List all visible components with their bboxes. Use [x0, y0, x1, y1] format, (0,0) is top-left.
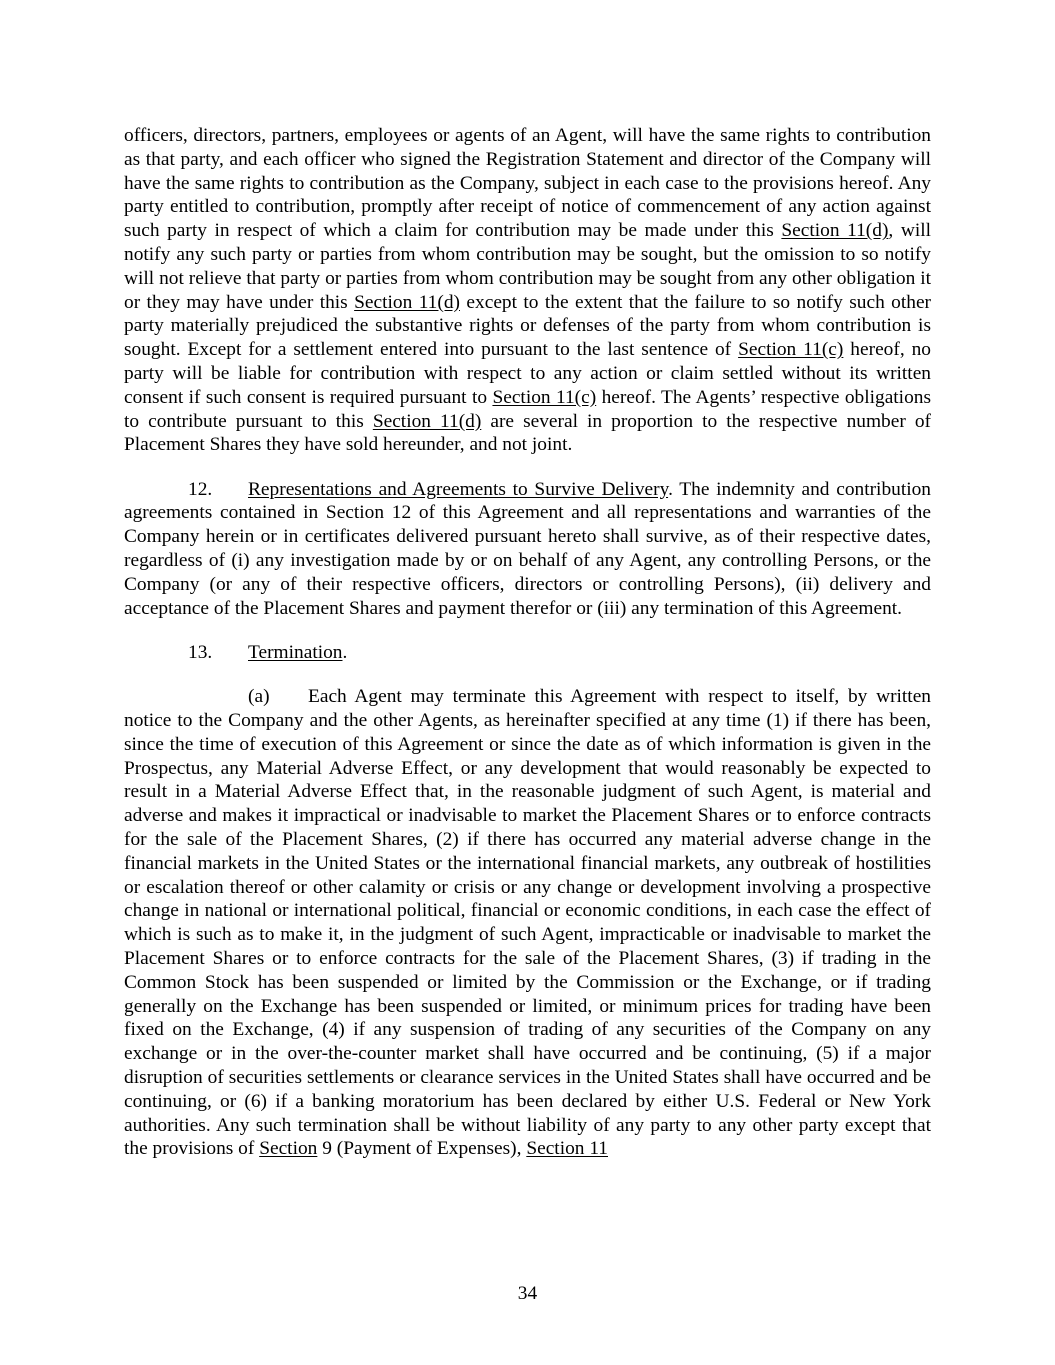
text-run: Each Agent may terminate this Agreement with respect to itself, by written notice to the Company and the other Agents, as hereinafter specified at any time (1) if there has been, since the time of execution of this Agreement or since the date as of which information is given in the Prospectus, any Material Adverse Effect, or any development that would reasonably be expected to result in a Material Adverse Effect that, in the reasonable judgment of such Agent, is material and adverse and makes it impractical or inadvisable to market the Placement Shares or to enforce contracts for the sale of the Placement Shares, (2) if there has occurred any material adverse change in the financial markets in the United States or the international financial markets, any outbreak of hostilities or escalation thereof or other calamity or crisis or any change or development involving a prospective change in national or international political, financial or economic conditions, in each case the effect of which is such as to make it, in the judgment of such Agent, impracticable or inadvisable to market the Placement Shares or to enforce contracts for the sale of the Placement Shares, (3) if trading in the Common Stock has been suspended or limited by the Commission or the Exchange, or if trading generally on the Exchange has been suspended or limited, or minimum prices for trading have been fixed on the Exchange, (4) if any suspension of trading of any securities of the Company on any exchange or in the over-the-counter market shall have occurred and be continuing, (5) if a major disruption of securities settlements or clearance services in the United States shall have occurred and be continuing, or (6) if a banking moratorium has been declared by either U.S. Federal or New York authorities. Any such termination shall be without liability of any party to any other party except that the provisions of [124, 686, 931, 1160]
section-reference: Section 11(c) [492, 386, 597, 408]
section-12-paragraph [124, 478, 931, 621]
contribution-paragraph [124, 124, 931, 457]
text-run: . [342, 641, 348, 663]
page-number: 34 [517, 1283, 538, 1304]
section-13-heading-paragraph [124, 641, 931, 665]
section-body: . The indemnity and contribution agreements contained in Section 12 of this Agreement and all representations and warranties of the Company herein or in certificates delivered pursuant hereto shall survive, as of their respective dates, regardless of (i) any investigation made by or on behalf of any Agent, any controlling Persons, or the Company (or any of their respective officers, directors or controlling Persons), (ii) delivery and acceptance of the Placement Shares and payment therefor or (iii) any termination of this Agreement. [124, 478, 932, 619]
section-13a-paragraph [124, 685, 931, 1161]
section-reference: Section 11 [526, 1138, 608, 1160]
text-run: 9 (Payment of Expenses), [317, 1138, 527, 1160]
clause-label: (a) [248, 686, 270, 708]
section-number: 12. [188, 478, 213, 500]
text-run: except to the extent that the failure to so notify such other party materially prejudiced the substantive rights or defenses of the party from whom contribution is sought. Except for a settlement entered into pursuant to the last sentence of [124, 291, 932, 361]
text-run: hereof. The Agents’ respective obligations to contribute pursuant to this [124, 386, 932, 432]
text-run: are several in proportion to the respective number of Placement Shares they have sold hereunder, and not joint. [124, 410, 932, 456]
document-page [124, 124, 931, 1161]
section-reference: Section 11(d) [354, 291, 460, 313]
section-heading: Termination [248, 641, 343, 663]
text-run: hereof, no party will be liable for contribution with respect to any action or claim settled without its written consent if such consent is required pursuant to [124, 339, 932, 408]
section-number: 13. [188, 641, 213, 663]
section-reference: Section [259, 1138, 318, 1160]
section-reference: Section 11(d) [372, 410, 482, 432]
section-heading: Representations and Agreements to Survive Delivery [248, 478, 669, 500]
text-run: , will notify any such party or parties from whom contribution may be sought, but the omission to so notify will not relieve that party or parties from whom contribution may be sought from any other obligation it or they may have under this [124, 220, 931, 313]
section-reference: Section 11(d) [781, 220, 889, 242]
text-run: officers, directors, partners, employees or agents of an Agent, will have the same rights to contribution as that party, and each officer who signed the Registration Statement and director of the Company will have the same rights to contribution as the Company, subject in each case to the provisions hereof. Any party entitled to contribution, promptly after receipt of notice of commencement of any action against such party in respect of which a claim for contribution may be made under this [124, 125, 931, 242]
section-reference: Section 11(c) [738, 339, 844, 361]
